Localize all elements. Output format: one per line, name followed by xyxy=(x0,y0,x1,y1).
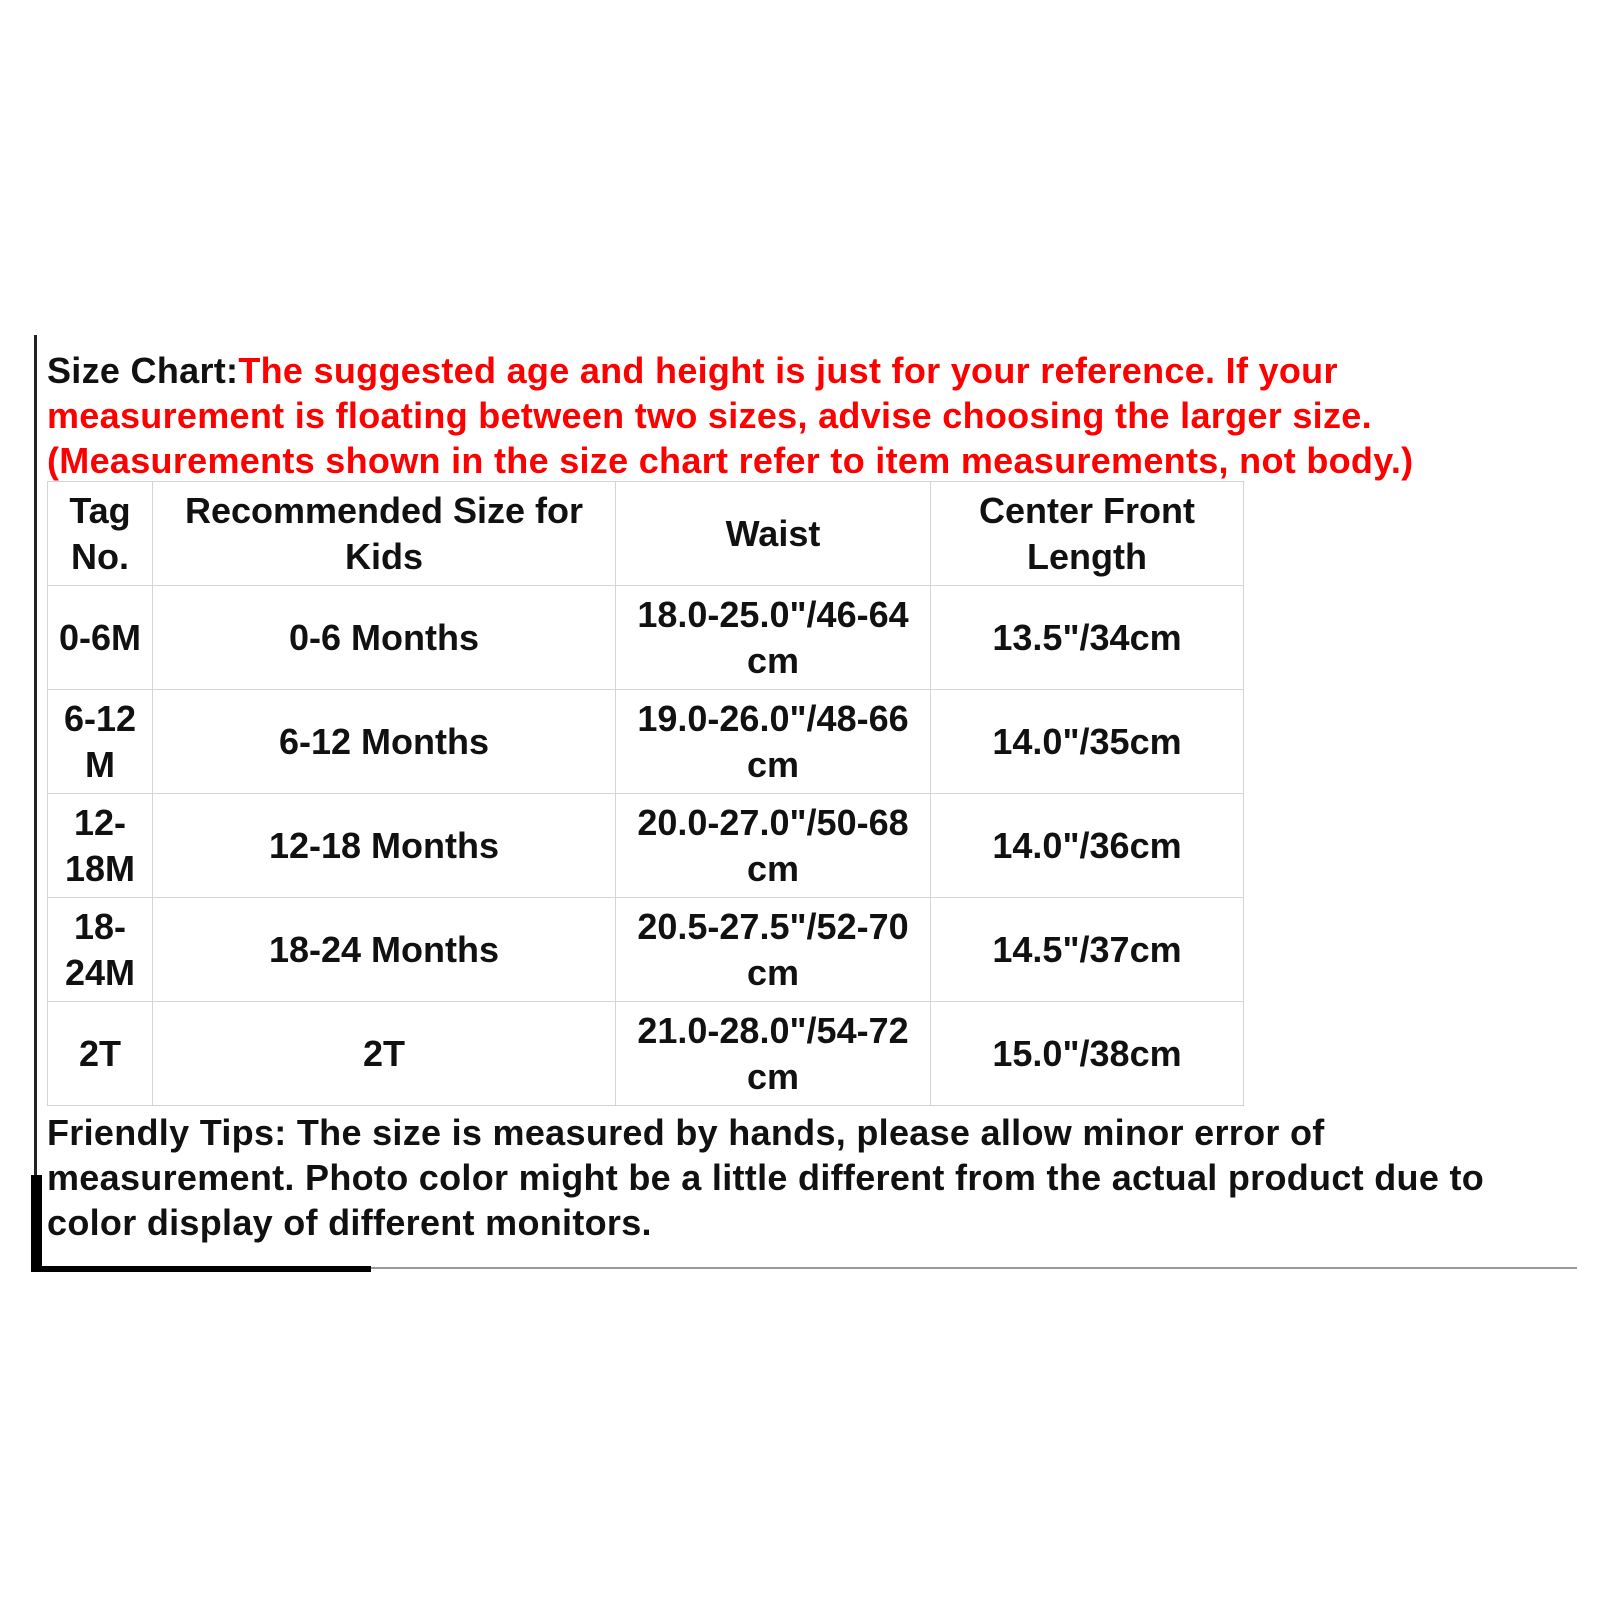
cell-tag: 6-12 M xyxy=(48,690,153,794)
table-row xyxy=(48,586,1244,690)
cell-length: 15.0"/38cm xyxy=(931,1002,1244,1106)
bottom-border-thick xyxy=(31,1266,371,1272)
cell-tag: 2T xyxy=(48,1002,153,1106)
cell-tag: 12-18M xyxy=(48,794,153,898)
bottom-border-line xyxy=(371,1267,1577,1269)
cell-length: 14.5"/37cm xyxy=(931,898,1244,1002)
cell-length: 14.0"/35cm xyxy=(931,690,1244,794)
friendly-tips: Friendly Tips: The size is measured by hands, please allow minor error of measurement. Photo color might be a little different from the actual product due to color display of different monitors. xyxy=(47,1112,1485,1243)
table-row xyxy=(48,690,1244,794)
cell-length: 14.0"/36cm xyxy=(931,794,1244,898)
cell-recommended: 18-24 Months xyxy=(153,898,616,1002)
cell-waist: 20.0-27.0"/50-68 cm xyxy=(616,794,931,898)
left-border-line xyxy=(34,335,37,1265)
cell-recommended: 12-18 Months xyxy=(153,794,616,898)
table-row xyxy=(48,1002,1244,1106)
header-tag-no: Tag No. xyxy=(48,482,153,586)
left-border-thick xyxy=(31,1175,42,1272)
cell-length: 13.5"/34cm xyxy=(931,586,1244,690)
table-row xyxy=(48,794,1244,898)
cell-waist: 20.5-27.5"/52-70 cm xyxy=(616,898,931,1002)
size-chart-label: Size Chart: xyxy=(47,350,239,391)
cell-tag: 0-6M xyxy=(48,586,153,690)
header-waist: Waist xyxy=(616,482,931,586)
header-center-front-length: Center Front Length xyxy=(931,482,1244,586)
table-header-row xyxy=(48,482,1244,586)
size-chart-note xyxy=(47,348,1547,483)
cell-recommended: 6-12 Months xyxy=(153,690,616,794)
cell-waist: 18.0-25.0"/46-64 cm xyxy=(616,586,931,690)
size-table xyxy=(47,481,1244,1106)
header-recommended-size: Recommended Size for Kids xyxy=(153,482,616,586)
table-row xyxy=(48,898,1244,1002)
cell-recommended: 0-6 Months xyxy=(153,586,616,690)
cell-recommended: 2T xyxy=(153,1002,616,1106)
cell-tag: 18-24M xyxy=(48,898,153,1002)
cell-waist: 21.0-28.0"/54-72 cm xyxy=(616,1002,931,1106)
cell-waist: 19.0-26.0"/48-66 cm xyxy=(616,690,931,794)
size-chart-disclaimer: The suggested age and height is just for your reference. If your measurement is floating between two sizes, advise choosing the larger size. (Measurements shown in the size chart refer to item measurements, not body.) xyxy=(47,350,1414,481)
